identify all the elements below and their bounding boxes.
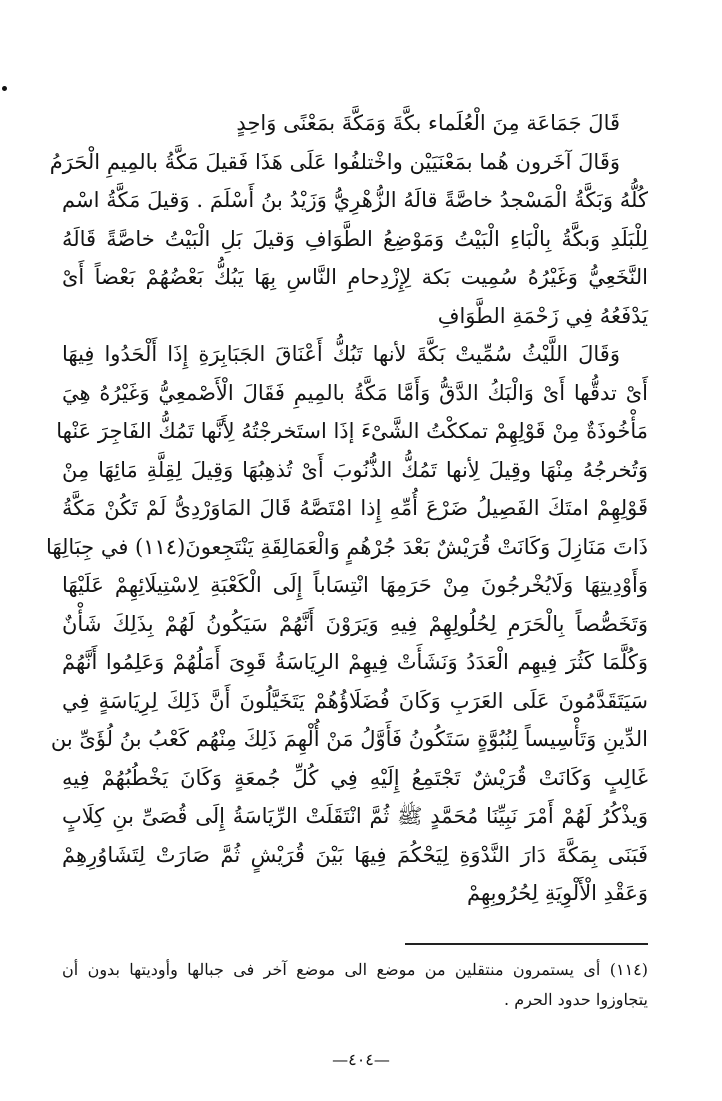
footnote: [62, 955, 648, 1015]
text-line: كُلُّهُ وَبَكَّةُ الْمَسْجدُ خاصَّةً قالَهُ الزُّهْرِيُّ وَزَيْدُ بنُ أَسْلَمَ . وَقيلَ مَكَّةُ اسْم: [62, 188, 648, 212]
text-line: وَكُلَّمَا كَثُرَ فِيهِم الْعَدَدُ وَنَشَأَتْ فِيهِمْ الرِيَاسَةُ قَوِىَ أَمَلُهُمْ وَعَلِمُوا أَنَّهُمْ: [62, 650, 648, 674]
text-line: وَتَخَصُّصاً بِالْحَرَمِ لِحُلُولِهِمْ فِيهِ وَيَرَوْنَ أَنَّهُمْ سَيَكُونُ لَهُمْ بِذَلِكَ شَأْنٌ: [62, 611, 648, 636]
text-line: وَتُخرجُهُ مِنْهَا وقِيلَ لِأنها تَمُكُّ الذُّنُوبَ أَىْ تُذهِبُهَا وَقِيلَ لِقِلَّةِ مَائِهَا مِنْ: [62, 457, 648, 482]
text-line: لِلْبَلَدِ وَبكَّةُ بِالْبَاءِ الْبَيْتُ وَمَوْضِعُ الطَّوَافِ وَقيلَ بَلِ الْبَيْتُ خاصَّةً قَالَهُ: [62, 226, 648, 251]
text-line: يَدْفَعُهُ فِي زَحْمَةِ الطَّوَافِ: [437, 303, 648, 328]
text-line: ذَاتَ مَنَازِلَ وَكَانَتْ قُرَيْشٌ بَعْدَ جُرْهُمٍ وَالْعَمَالِقَةِ يَنْتَجِعونَ(١١٤) في جِبَالِهَا: [45, 534, 648, 559]
text-line: وَأَوْدِيتِهَا وَلَايُخْرجُونَ مِنْ حَرَمِهَا انْتِسَاباً إِلَى الْكَعْبَةِ لِاسْتِيلَائِهِمْ عَلَيْهَا: [62, 573, 648, 597]
text-line: أَىْ تدقُّها أَىْ وَالْبَكُ الدَّقُّ وَأَمَّا مَكَّةُ بالمِيمِ فَقَالَ الْأَصْمعِيُّ وَغَيْرُهُ هِيَ: [62, 380, 648, 405]
text-line: الدِّينِ وَتَأْسِيساً لِنُبُوَّةٍ سَتَكُونُ فَأَوَّلُ مَنْ أُلْهِمَ ذَلِكَ مِنْهُم كَعْبُ بنُ لُؤَىِّ بن: [50, 727, 648, 751]
text-line: النَّخَعِيُّ وَغَيْرُهُ سُمِيت بَكة لِإِزْدِحامِ النَّاسِ بِهَا يَبُكُّ بَعْضُهُمْ بَعْضاً أَىْ: [62, 265, 648, 289]
text-line: وَقَالَ اللَّيْثُ سُمِّيتْ بَكَّةَ لأنها تَبُكُّ أَعْنَاقَ الجَبَابِرَةِ إِذَا أَلْحَدُوا فِيهَا: [62, 342, 620, 366]
page-number: —٤٠٤—: [332, 1050, 390, 1069]
text-line: فَبَنَى بِمَكَّةَ دَارَ النَّدْوَةِ لِيَحْكُمَ فِيهَا بَيْنَ قُرَيْشٍ ثُمَّ صَارَتْ لِتَشَاوُرِهِمْ: [62, 842, 648, 867]
text-line: غَالِبٍ وَكَانَتْ قُرَيْشٌ تَجْتَمِعُ إِلَيْهِ فِي كُلِّ جُمعَةٍ وَكَانَ يَخْطُبُهُمْ فِيهِ: [62, 765, 648, 790]
text-line: وَعَقْدِ الْأَلْوِيَةِ لِحُرُوبِهِمْ: [466, 881, 648, 905]
main-text: [45, 104, 648, 913]
text-line: سَيَتَقَدَّمُونَ عَلَى العَرَبِ وَكَانَ فُضَلَاؤُهُمْ يَتَخَيَّلُونَ أَنَّ ذَلِكَ لِرِيَاسَةٍ فِي: [62, 688, 648, 713]
text-line: وَيذْكُرُ لَهُمْ أَمْرَ نَبِيِّنَا مُحَمَّدٍ ﷺ ثُمَّ انْتَقَلَتْ الرِّيَاسَةُ إِلَى قُصَىِّ بنِ كِلَابٍ: [62, 804, 648, 828]
text-line: وَقَالَ آخَرون هُما بمَعْنَيَيْن واخْتلفُوا عَلَى هَذَا فَقيلَ مَكَّةُ بالمِيمِ الْحَرَمُ: [49, 149, 620, 174]
footnote-separator: [405, 943, 648, 945]
footnote-line: يتجاوزوا حدود الحرم .: [504, 990, 648, 1009]
margin-dot: [2, 86, 7, 91]
footnote-line: (١١٤) أى يستمرون منتقلين من موضع الى موضع آخر فى جبالها وأوديتها بدون أن: [62, 960, 648, 979]
text-line: قَالَ جَمَاعَة مِنَ الْعُلَماء بكَّةَ وَمَكَّةَ بمَعْنًى وَاحِدٍ: [236, 111, 620, 135]
text-line: مَأْخُوذَةٌ مِنْ قَوْلِهِمْ تمككْتُ الشَّىْءَ إذَا استَخرجْتُهُ لِأَنَّها تَمُكُّ الفَاجِرَ عَنْها: [56, 419, 648, 443]
text-line: قَوْلِهِمْ امتَكَ الفَصِيلُ ضَرْعَ أُمِّهِ إِذا امْتَصَّهُ قَالَ المَاوَرْدِىُّ لَمْ تَكُنْ مَكَّةُ: [62, 496, 648, 520]
